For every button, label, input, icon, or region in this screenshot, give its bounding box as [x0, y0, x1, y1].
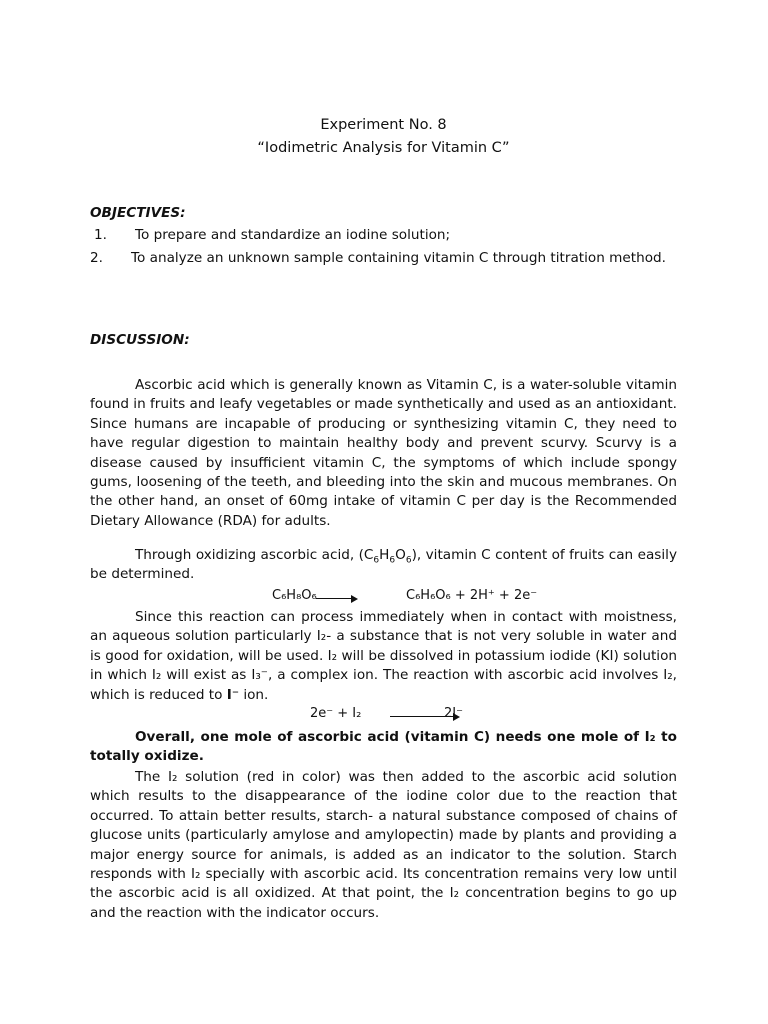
objective-item-2: [90, 249, 677, 269]
paragraph-text: ), vitamin C content of fruits can easily be determined.: [90, 547, 677, 583]
objective-item-1: [94, 227, 450, 243]
objective-number: 1.: [94, 227, 107, 243]
key-statement: Overall, one mole of ascorbic acid (vitamin C) needs one mole of I₂ to totally oxidize.: [90, 729, 677, 764]
objective-text: To analyze an unknown sample containing vitamin C through titration method.: [131, 250, 666, 266]
objectives-heading: OBJECTIVES:: [90, 205, 186, 221]
paragraph-text: Through oxidizing ascorbic acid, (C: [135, 547, 374, 563]
objective-text: To prepare and standardize an iodine solution;: [135, 227, 451, 243]
paragraph-text: Since this reaction can process immediately when in contact with moistness, an aqueous solution particularly I₂- a substance that is not very soluble in water and is good for oxidation, will be used. I₂ will be dissolved in potassium iodide (KI) solution in which I₂ will exist as I₃⁻, a complex ion. The reaction with ascorbic acid involves I₂, which is reduced to: [90, 609, 677, 703]
discussion-paragraph-2: Through oxidizing ascorbic acid, $(C_6H_6O_6)$, vitamin C content of fruits can easily be determined.: [90, 547, 677, 583]
experiment-number: Experiment No. 8: [320, 117, 447, 133]
experiment-title: “Iodimetric Analysis for Vitamin C”: [257, 140, 510, 156]
equation-2-reactants: 2e⁻ + I₂: [310, 706, 362, 721]
iodide-ion: I⁻: [226, 686, 239, 703]
discussion-paragraph-1: Ascorbic acid which is generally known as Vitamin C, is a water-soluble vitamin found in fruits and leafy vegetables or made synthetically and used as an antioxidant. Since humans are incapable of producing or synthesizing vitamin C, they need to have regular digestion to maintain healthy body and prevent scurvy. Scurvy is a disease caused by insufficient vitamin C, the symptoms of which include spongy gums, loosening of the teeth, and bleeding into the skin and mucous membranes. On the other hand, an onset of 60mg intake of vitamin C per day is the Recommended Dietary Allowance (RDA) for adults.: [90, 377, 677, 529]
equation-1-reactant: C₆H₈O₆: [272, 588, 317, 603]
objective-number: 2.: [90, 250, 103, 266]
equation-1-products: C₆H₆O₆ + 2H⁺ + 2e⁻: [406, 588, 538, 603]
equation-2-product: 2I⁻: [444, 706, 463, 721]
discussion-paragraph-4: The I₂ solution (red in color) was then added to the ascorbic acid solution which results to the disappearance of the iodine color due to the reaction that occurred. To attain better results, starch- a natural substance composed of chains of glucose units (particularly amylose and amylopectin) made by plants and providing a major energy source for animals, is added as an indicator to the solution. Starch responds with I₂ specially with ascorbic acid. Its concentration remains very low until the ascorbic acid is all oxidized. At that point, the I₂ concentration begins to go up and the reaction with the indicator occurs.: [90, 769, 677, 921]
discussion-heading: DISCUSSION:: [90, 332, 190, 348]
discussion-paragraph-3: [90, 608, 677, 705]
paragraph-text: ion.: [239, 686, 269, 703]
reaction-arrow-icon: [316, 598, 356, 599]
